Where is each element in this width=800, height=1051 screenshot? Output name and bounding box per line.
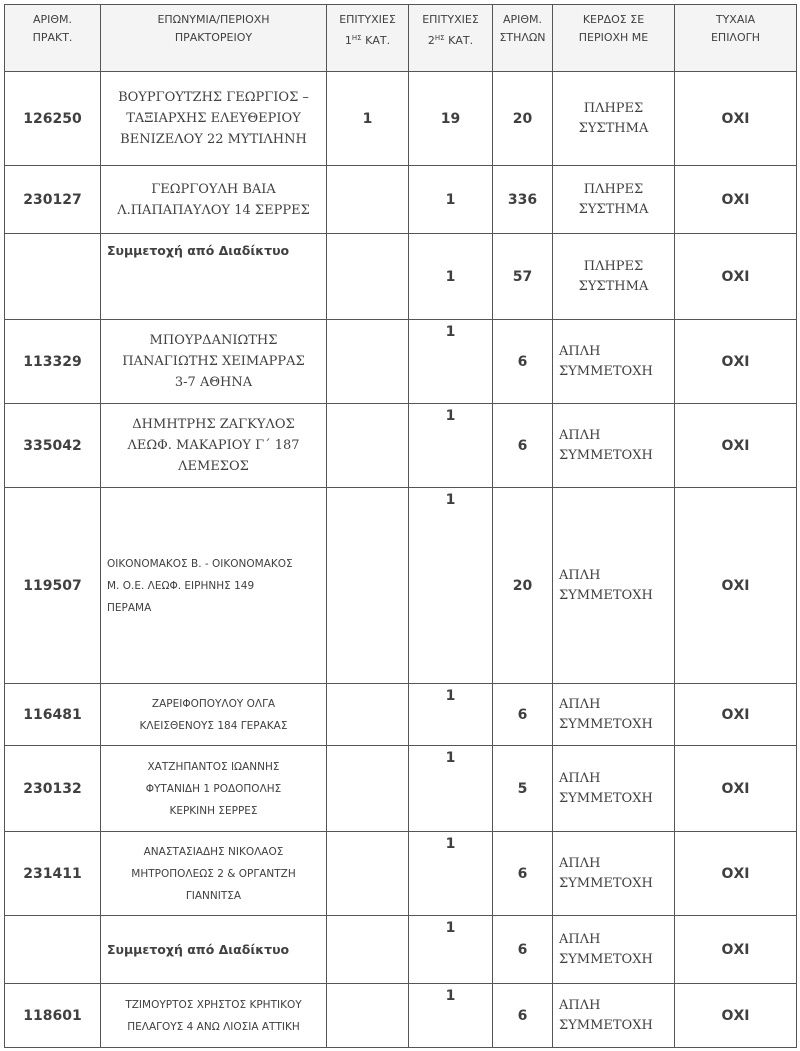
column-count: 6 <box>493 404 553 488</box>
header-second-category: ΕΠΙΤΥΧΙΕΣ $2^{H\Sigma}$ ΚΑΤ. <box>409 5 493 72</box>
second-category-wins: 1 <box>409 984 493 1048</box>
header-first-category: ΕΠΙΤΥΧΙΕΣ $1^{H\Sigma}$ ΚΑΤ. <box>327 5 409 72</box>
table-row <box>5 320 797 404</box>
gain-type: ΑΠΛΗ ΣΥΜΜΕΤΟΧΗ <box>553 916 675 984</box>
second-category-wins: 1 <box>409 404 493 488</box>
agency-name: Συμμετοχή από Διαδίκτυο <box>101 234 327 320</box>
first-category-wins <box>327 404 409 488</box>
agency-name: Συμμετοχή από Διαδίκτυο <box>101 916 327 984</box>
header-columns: ΑΡΙΘΜ. ΣΤΗΛΩΝ <box>493 5 553 72</box>
gain-type: ΠΛΗΡΕΣ ΣΥΣΤΗΜΑ <box>553 72 675 166</box>
first-category-wins <box>327 984 409 1048</box>
gain-type: ΑΠΛΗ ΣΥΜΜΕΤΟΧΗ <box>553 488 675 684</box>
first-category-wins <box>327 746 409 832</box>
first-category-wins <box>327 916 409 984</box>
agency-name: ΟΙΚΟΝΟΜΑΚΟΣ Β. - ΟΙΚΟΝΟΜΑΚΟΣ Μ. Ο.Ε. ΛΕΩΦ. ΕΙΡΗΝΗΣ 149 ΠΕΡΑΜΑ <box>101 488 327 684</box>
column-count: 6 <box>493 984 553 1048</box>
column-count: 336 <box>493 166 553 234</box>
agency-name: ΔΗΜΗΤΡΗΣ ΖΑΓΚΥΛΟΣ ΛΕΩΦ. ΜΑΚΑΡΙΟΥ Γ΄ 187 ΛΕΜΕΣΟΣ <box>101 404 327 488</box>
header-code: ΑΡΙΘΜ. ΠΡΑΚΤ. <box>5 5 101 72</box>
column-count: 6 <box>493 916 553 984</box>
agency-code: 118601 <box>5 984 101 1048</box>
gain-type: ΑΠΛΗ ΣΥΜΜΕΤΟΧΗ <box>553 832 675 916</box>
second-category-wins: 1 <box>409 488 493 684</box>
agency-code <box>5 234 101 320</box>
header-random: ΤΥΧΑΙΑ ΕΠΙΛΟΓΗ <box>675 5 797 72</box>
agency-name: ΤΖΙΜΟΥΡΤΟΣ ΧΡΗΣΤΟΣ ΚΡΗΤΙΚΟΥ ΠΕΛΑΓΟΥΣ 4 ΑΝΩ ΛΙΟΣΙΑ ΑΤΤΙΚΗ <box>101 984 327 1048</box>
column-count: 20 <box>493 488 553 684</box>
table-row <box>5 234 797 320</box>
column-count: 5 <box>493 746 553 832</box>
table-row <box>5 684 797 746</box>
agency-name: ΒΟΥΡΓΟΥΤΖΗΣ ΓΕΩΡΓΙΟΣ – ΤΑΞΙΑΡΧΗΣ ΕΛΕΥΘΕΡΙΟΥ ΒΕΝΙΖΕΛΟΥ 22 ΜΥΤΙΛΗΝΗ <box>101 72 327 166</box>
winners-table <box>4 4 797 1048</box>
table-row <box>5 166 797 234</box>
gain-type: ΑΠΛΗ ΣΥΜΜΕΤΟΧΗ <box>553 984 675 1048</box>
random-choice: ΟΧΙ <box>675 166 797 234</box>
random-choice: ΟΧΙ <box>675 72 797 166</box>
second-category-wins: 1 <box>409 234 493 320</box>
second-category-wins: 1 <box>409 746 493 832</box>
agency-code <box>5 916 101 984</box>
agency-code: 126250 <box>5 72 101 166</box>
second-category-wins: 1 <box>409 684 493 746</box>
table-row <box>5 832 797 916</box>
header-name: ΕΠΩΝΥΜΙΑ/ΠΕΡΙΟΧΗ ΠΡΑΚΤΟΡΕΙΟΥ <box>101 5 327 72</box>
random-choice: ΟΧΙ <box>675 488 797 684</box>
first-category-wins <box>327 488 409 684</box>
table-row <box>5 984 797 1048</box>
second-category-wins: 1 <box>409 832 493 916</box>
gain-type: ΑΠΛΗ ΣΥΜΜΕΤΟΧΗ <box>553 404 675 488</box>
first-category-wins <box>327 832 409 916</box>
gain-type: ΑΠΛΗ ΣΥΜΜΕΤΟΧΗ <box>553 746 675 832</box>
random-choice: ΟΧΙ <box>675 684 797 746</box>
column-count: 6 <box>493 832 553 916</box>
agency-name: ΑΝΑΣΤΑΣΙΑΔΗΣ ΝΙΚΟΛΑΟΣ ΜΗΤΡΟΠΟΛΕΩΣ 2 & ΟΡΓΑΝΤΖΗ ΓΙΑΝΝΙΤΣΑ <box>101 832 327 916</box>
second-category-wins: 1 <box>409 916 493 984</box>
gain-type: ΠΛΗΡΕΣ ΣΥΣΤΗΜΑ <box>553 166 675 234</box>
agency-code: 231411 <box>5 832 101 916</box>
table-row <box>5 72 797 166</box>
first-category-wins <box>327 684 409 746</box>
column-count: 6 <box>493 684 553 746</box>
table-row <box>5 488 797 684</box>
agency-code: 230132 <box>5 746 101 832</box>
second-category-wins: 1 <box>409 166 493 234</box>
gain-type: ΠΛΗΡΕΣ ΣΥΣΤΗΜΑ <box>553 234 675 320</box>
agency-name: ΓΕΩΡΓΟΥΛΗ ΒΑΙΑ Λ.ΠΑΠΑΠΑΥΛΟΥ 14 ΣΕΡΡΕΣ <box>101 166 327 234</box>
column-count: 57 <box>493 234 553 320</box>
gain-type: ΑΠΛΗ ΣΥΜΜΕΤΟΧΗ <box>553 320 675 404</box>
agency-name: ΖΑΡΕΙΦΟΠΟΥΛΟΥ ΟΛΓΑ ΚΛΕΙΣΘΕΝΟΥΣ 184 ΓΕΡΑΚΑΣ <box>101 684 327 746</box>
header-gain: ΚΕΡΔΟΣ ΣΕ ΠΕΡΙΟΧΗ ΜΕ <box>553 5 675 72</box>
results-sheet <box>4 4 796 1048</box>
agency-code: 335042 <box>5 404 101 488</box>
second-category-wins: 19 <box>409 72 493 166</box>
agency-code: 230127 <box>5 166 101 234</box>
random-choice: ΟΧΙ <box>675 984 797 1048</box>
table-row <box>5 916 797 984</box>
agency-name: ΧΑΤΖΗΠΑΝΤΟΣ ΙΩΑΝΝΗΣ ΦΥΤΑΝΙΔΗ 1 ΡΟΔΟΠΟΛΗΣ ΚΕΡΚΙΝΗ ΣΕΡΡΕΣ <box>101 746 327 832</box>
column-count: 20 <box>493 72 553 166</box>
first-category-wins: 1 <box>327 72 409 166</box>
table-row <box>5 404 797 488</box>
column-count: 6 <box>493 320 553 404</box>
agency-code: 119507 <box>5 488 101 684</box>
agency-name: ΜΠΟΥΡΔΑΝΙΩΤΗΣ ΠΑΝΑΓΙΩΤΗΣ ΧΕΙΜΑΡΡΑΣ 3-7 ΑΘΗΝΑ <box>101 320 327 404</box>
gain-type: ΑΠΛΗ ΣΥΜΜΕΤΟΧΗ <box>553 684 675 746</box>
random-choice: ΟΧΙ <box>675 320 797 404</box>
second-category-wins: 1 <box>409 320 493 404</box>
random-choice: ΟΧΙ <box>675 832 797 916</box>
first-category-wins <box>327 166 409 234</box>
random-choice: ΟΧΙ <box>675 746 797 832</box>
header-row <box>5 5 797 72</box>
table-row <box>5 746 797 832</box>
random-choice: ΟΧΙ <box>675 404 797 488</box>
random-choice: ΟΧΙ <box>675 916 797 984</box>
random-choice: ΟΧΙ <box>675 234 797 320</box>
first-category-wins <box>327 234 409 320</box>
agency-code: 116481 <box>5 684 101 746</box>
first-category-wins <box>327 320 409 404</box>
agency-code: 113329 <box>5 320 101 404</box>
